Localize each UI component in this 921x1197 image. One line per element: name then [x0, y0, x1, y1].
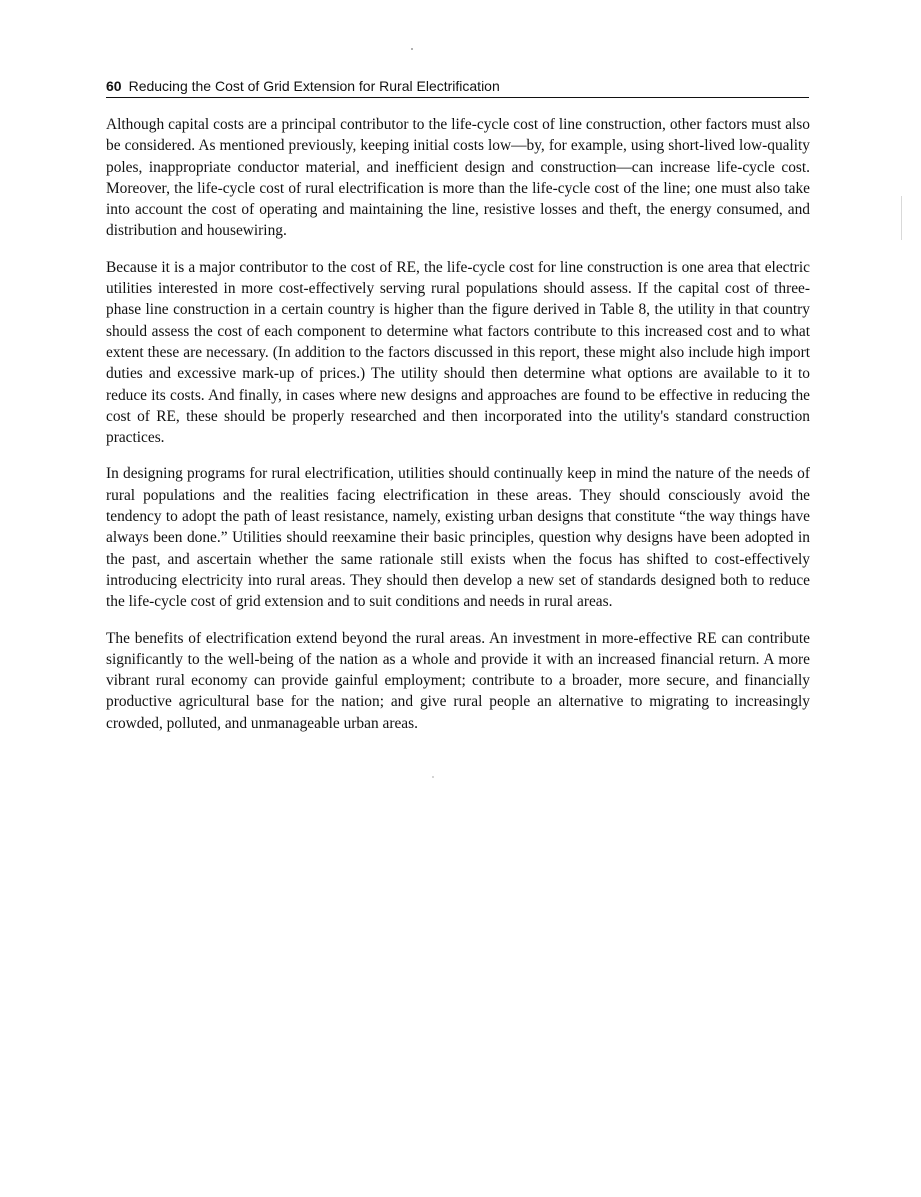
paragraph-designing-programs: In designing programs for rural electrification, utilities should continually keep in mind the nature of the needs of rural populations and the realities facing electrification in these areas. They should consciously avoid the tendency to adopt the path of least resistance, namely, existing urban designs that constitute “the way things have always been done.” Utilities should reexamine their basic principles, question why designs have been adopted in the past, and ascertain whether the same rationale still exists when the focus has shifted to cost-effectively introducing electricity into rural areas. They should then develop a new set of standards designed both to reduce the life-cycle cost of grid extension and to suit conditions and needs in rural areas. — [106, 465, 810, 611]
paragraph-capital-costs: Although capital costs are a principal contributor to the life-cycle cost of line construction, other factors must also be considered. As mentioned previously, keeping initial costs low—by, for example, using short-lived low-quality poles, inappropriate conductor material, and inefficient design and construction—can increase life-cycle cost. Moreover, the life-cycle cost of rural electrification is more than the life-cycle cost of the line; one must also take into account the cost of operating and maintaining the line, resistive losses and theft, the energy consumed, and distribution and housewiring. — [106, 116, 810, 240]
running-header — [106, 78, 809, 98]
scan-speck — [411, 48, 413, 50]
running-title: Reducing the Cost of Grid Extension for Rural Electrification — [128, 78, 500, 94]
page-number: 60 — [106, 78, 122, 94]
body-text — [106, 114, 810, 749]
scan-margin-mark — [901, 196, 902, 240]
scan-speck — [432, 776, 434, 778]
paragraph-major-contributor: Because it is a major contributor to the cost of RE, the life-cycle cost for line construction is one area that electric utilities interested in more cost-effectively serving rural populations should assess. If the capital cost of three-phase line construction in a certain country is higher than the figure derived in Table 8, the utility in that country should assess the cost of each component to determine what factors contribute to this increased cost and to what extent these are necessary. (In addition to the factors discussed in this report, these might also include high import duties and excessive mark-up of prices.) The utility should then determine what options are available to it to reduce its costs. And finally, in cases where new designs and approaches are found to be effective in reducing the cost of RE, these should be properly researched and then incorporated into the utility's standard construction practices. — [106, 258, 810, 447]
paragraph-benefits: The benefits of electrification extend beyond the rural areas. An investment in more-effective RE can contribute significantly to the well-being of the nation as a whole and provide it with an increased financial return. A more vibrant rural economy can provide gainful employment; contribute to a broader, more secure, and financially productive agricultural base for the nation; and give rural people an alternative to migrating to increasingly crowded, polluted, and unmanageable urban areas. — [106, 629, 810, 732]
